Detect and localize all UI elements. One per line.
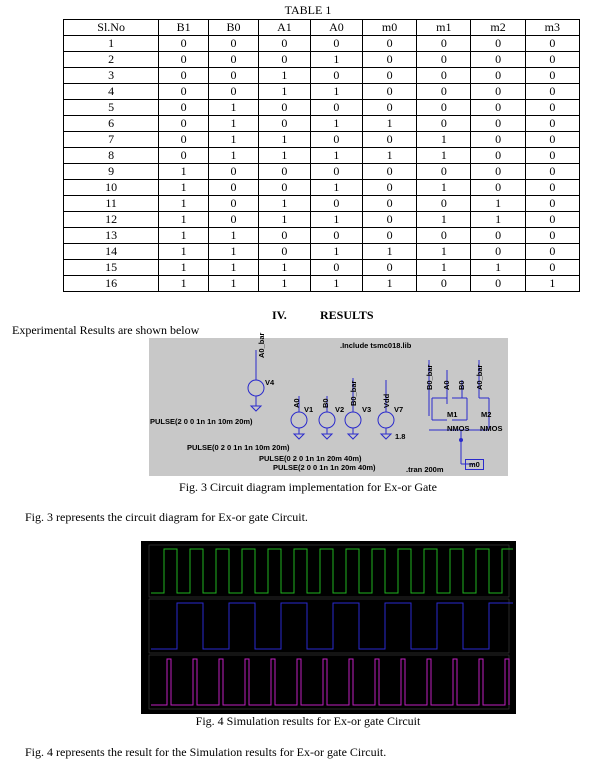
table-cell: 0 <box>471 100 525 116</box>
table-cell: 0 <box>362 68 416 84</box>
table-cell: 1 <box>159 180 209 196</box>
table-cell: 1 <box>159 260 209 276</box>
table-cell: 0 <box>417 196 471 212</box>
table-header-cell: A1 <box>258 20 310 36</box>
table-cell: 1 <box>525 276 579 292</box>
table-cell: 11 <box>64 196 159 212</box>
table-cell: 0 <box>525 164 579 180</box>
table-cell: 0 <box>159 100 209 116</box>
net-label-b0-2: B0 <box>457 380 466 390</box>
table-cell: 1 <box>417 148 471 164</box>
table-header-cell: A0 <box>310 20 362 36</box>
net-label-b0-bar-1: B0_bar <box>349 380 358 406</box>
net-label-a0-1: A0 <box>292 398 301 408</box>
table-cell: 1 <box>362 148 416 164</box>
table-cell: 0 <box>258 228 310 244</box>
table-cell: 0 <box>525 260 579 276</box>
table-cell: 1 <box>310 180 362 196</box>
net-label-vdd: Vdd <box>382 393 391 408</box>
table-cell: 4 <box>64 84 159 100</box>
table-cell: 0 <box>525 68 579 84</box>
vdd-value: 1.8 <box>395 432 406 441</box>
table-cell: 0 <box>209 68 259 84</box>
waveform-trace-2 <box>151 603 513 649</box>
table-cell: 1 <box>209 100 259 116</box>
table-cell: 1 <box>209 260 259 276</box>
table-cell: 0 <box>310 164 362 180</box>
transistor-m2: M2 <box>481 410 492 419</box>
source-v7: V7 <box>394 405 404 414</box>
table-row <box>64 36 580 52</box>
table-cell: 0 <box>362 212 416 228</box>
table-cell: 1 <box>159 164 209 180</box>
table-cell: 1 <box>362 116 416 132</box>
table-cell: 1 <box>362 244 416 260</box>
table-cell: 1 <box>209 276 259 292</box>
table-cell: 13 <box>64 228 159 244</box>
table-cell: 9 <box>64 164 159 180</box>
table-cell: 1 <box>159 276 209 292</box>
table-cell: 1 <box>471 212 525 228</box>
net-label-b0-bar-2: B0_bar <box>425 364 434 390</box>
table-cell: 0 <box>525 196 579 212</box>
section-number: IV. <box>272 308 287 322</box>
table-header-cell: m1 <box>417 20 471 36</box>
table-cell: 1 <box>417 212 471 228</box>
table-cell: 1 <box>417 260 471 276</box>
table-cell: 0 <box>417 68 471 84</box>
table-cell: 7 <box>64 132 159 148</box>
table-cell: 0 <box>258 164 310 180</box>
table-cell: 0 <box>362 132 416 148</box>
fig4-caption: Fig. 4 Simulation results for Ex-or gate Circuit <box>195 714 421 728</box>
table-cell: 0 <box>471 148 525 164</box>
table-cell: 1 <box>159 244 209 260</box>
table-cell: 3 <box>64 68 159 84</box>
net-label-a0-2: A0 <box>442 380 451 390</box>
table-row <box>64 148 580 164</box>
table-cell: 0 <box>471 244 525 260</box>
table-cell: 0 <box>159 148 209 164</box>
table-cell: 0 <box>209 164 259 180</box>
table-row <box>64 228 580 244</box>
table-cell: 0 <box>471 180 525 196</box>
table-cell: 0 <box>525 180 579 196</box>
table-row <box>64 276 580 292</box>
table-cell: 1 <box>417 180 471 196</box>
fig3-caption: Fig. 3 Circuit diagram implementation for Ex-or Gate <box>179 480 437 494</box>
table-cell: 0 <box>362 84 416 100</box>
table-cell: 0 <box>417 228 471 244</box>
simulation-plot <box>141 541 516 714</box>
table-cell: 0 <box>258 100 310 116</box>
table-cell: 0 <box>258 36 310 52</box>
pulse-source-3: PULSE(0 2 0 1n 1n 20m 40m) <box>259 454 362 463</box>
table-cell: 5 <box>64 100 159 116</box>
table-cell: 1 <box>258 212 310 228</box>
fig3-text: Fig. 3 represents the circuit diagram for Ex-or gate Circuit. <box>25 510 308 524</box>
table-cell: 0 <box>209 84 259 100</box>
table-cell: 0 <box>417 116 471 132</box>
table-cell: 1 <box>258 84 310 100</box>
table-cell: 0 <box>417 276 471 292</box>
table-cell: 0 <box>310 36 362 52</box>
table-cell: 14 <box>64 244 159 260</box>
table-cell: 0 <box>209 196 259 212</box>
table-cell: 1 <box>209 132 259 148</box>
transistor-m1: M1 <box>447 410 458 419</box>
pulse-source-2: PULSE(0 2 0 1n 1n 10m 20m) <box>187 443 290 452</box>
table-cell: 1 <box>258 132 310 148</box>
table-cell: 0 <box>159 68 209 84</box>
table-cell: 1 <box>209 228 259 244</box>
fig4-text: Fig. 4 represents the result for the Simulation results for Ex-or gate Circuit. <box>25 745 387 759</box>
table-cell: 0 <box>362 36 416 52</box>
table-cell: 0 <box>471 84 525 100</box>
waveform-trace-3 <box>151 659 509 705</box>
table-row <box>64 212 580 228</box>
table-cell: 0 <box>525 228 579 244</box>
table-cell: 1 <box>310 84 362 100</box>
table-cell: 1 <box>310 212 362 228</box>
table-cell: 1 <box>159 196 209 212</box>
table-cell: 0 <box>471 132 525 148</box>
table-cell: 0 <box>525 100 579 116</box>
include-directive: .Include tsmc018.lib <box>340 341 412 350</box>
table-row <box>64 180 580 196</box>
table-cell: 0 <box>417 164 471 180</box>
circuit-schematic <box>149 332 508 476</box>
table-cell: 1 <box>310 116 362 132</box>
table-cell: 0 <box>159 132 209 148</box>
table-cell: 10 <box>64 180 159 196</box>
table-cell: 1 <box>258 68 310 84</box>
table-cell: 0 <box>471 164 525 180</box>
table-cell: 0 <box>310 196 362 212</box>
table-header-cell: B0 <box>209 20 259 36</box>
nmos-label-1: NMOS <box>447 424 470 433</box>
table-row <box>64 116 580 132</box>
output-m0: m0 <box>465 459 484 470</box>
table-cell: 0 <box>209 180 259 196</box>
table-row <box>64 244 580 260</box>
table-cell: 2 <box>64 52 159 68</box>
table-cell: 0 <box>471 276 525 292</box>
table-cell: 0 <box>525 52 579 68</box>
table-row <box>64 260 580 276</box>
table-cell: 0 <box>362 196 416 212</box>
table-header-cell: m0 <box>362 20 416 36</box>
table-row <box>64 100 580 116</box>
table-cell: 8 <box>64 148 159 164</box>
table-cell: 0 <box>258 116 310 132</box>
table-cell: 1 <box>209 148 259 164</box>
plot-pane <box>149 655 509 709</box>
nmos-label-2: NMOS <box>480 424 503 433</box>
table-title: TABLE 1 <box>284 3 332 17</box>
table-cell: 0 <box>362 228 416 244</box>
table-cell: 1 <box>471 196 525 212</box>
table-cell: 0 <box>525 148 579 164</box>
table-row <box>64 132 580 148</box>
net-label-b0-1: B0 <box>321 398 330 408</box>
table-cell: 0 <box>258 52 310 68</box>
table-cell: 1 <box>258 260 310 276</box>
table-cell: 0 <box>525 212 579 228</box>
table-cell: 0 <box>417 36 471 52</box>
table-cell: 6 <box>64 116 159 132</box>
simulation-waveforms <box>141 541 516 714</box>
table-cell: 0 <box>310 100 362 116</box>
waveform-trace-1 <box>151 549 513 593</box>
table-row <box>64 164 580 180</box>
table-cell: 0 <box>471 52 525 68</box>
table-cell: 0 <box>417 84 471 100</box>
table-cell: 0 <box>525 132 579 148</box>
table-cell: 1 <box>159 212 209 228</box>
table-cell: 0 <box>159 36 209 52</box>
table-cell: 1 <box>310 244 362 260</box>
table-row <box>64 196 580 212</box>
table-cell: 0 <box>310 228 362 244</box>
table-cell: 0 <box>471 228 525 244</box>
table-cell: 1 <box>258 276 310 292</box>
table-cell: 1 <box>64 36 159 52</box>
table-cell: 0 <box>471 116 525 132</box>
table-cell: 1 <box>417 244 471 260</box>
table-header-cell: m3 <box>525 20 579 36</box>
table-cell: 0 <box>209 36 259 52</box>
table-cell: 1 <box>417 132 471 148</box>
table-cell: 0 <box>209 52 259 68</box>
table-cell: 1 <box>209 244 259 260</box>
truth-table <box>63 19 580 292</box>
table-cell: 0 <box>525 84 579 100</box>
table-cell: 1 <box>258 196 310 212</box>
table-cell: 0 <box>362 260 416 276</box>
tran-directive: .tran 200m <box>406 465 444 474</box>
table-cell: 0 <box>525 36 579 52</box>
table-cell: 0 <box>159 116 209 132</box>
table-cell: 0 <box>159 84 209 100</box>
table-cell: 0 <box>258 180 310 196</box>
source-v2: V2 <box>335 405 345 414</box>
table-cell: 1 <box>310 276 362 292</box>
table-cell: 1 <box>310 148 362 164</box>
table-row <box>64 84 580 100</box>
table-cell: 16 <box>64 276 159 292</box>
source-v1: V1 <box>304 405 314 414</box>
table-cell: 0 <box>417 100 471 116</box>
table-cell: 12 <box>64 212 159 228</box>
table-cell: 1 <box>159 228 209 244</box>
table-cell: 0 <box>525 244 579 260</box>
table-cell: 0 <box>362 164 416 180</box>
source-v3: V3 <box>362 405 372 414</box>
table-cell: 1 <box>471 260 525 276</box>
net-label-a0-bar-1: A0_bar <box>257 332 266 358</box>
table-cell: 0 <box>362 52 416 68</box>
table-header-cell: B1 <box>159 20 209 36</box>
table-cell: 0 <box>362 100 416 116</box>
table-row <box>64 52 580 68</box>
table-header-cell: Sl.No <box>64 20 159 36</box>
table-header-cell: m2 <box>471 20 525 36</box>
pulse-source-1: PULSE(2 0 0 1n 1n 10m 20m) <box>150 417 253 426</box>
table-cell: 0 <box>310 132 362 148</box>
pulse-source-4: PULSE(2 0 0 1n 1n 20m 40m) <box>273 463 376 472</box>
table-cell: 1 <box>258 148 310 164</box>
table-cell: 0 <box>471 36 525 52</box>
table-cell: 0 <box>310 260 362 276</box>
table-cell: 0 <box>362 180 416 196</box>
section-title: RESULTS <box>320 308 374 322</box>
table-cell: 0 <box>258 244 310 260</box>
table-cell: 0 <box>310 68 362 84</box>
intro-text: Experimental Results are shown below <box>12 323 200 337</box>
table-cell: 1 <box>209 116 259 132</box>
table-cell: 0 <box>159 52 209 68</box>
table-header-row <box>64 20 580 36</box>
net-label-a0-bar-2: A0_bar <box>475 364 484 390</box>
table-row <box>64 68 580 84</box>
table-cell: 0 <box>471 68 525 84</box>
table-cell: 0 <box>525 116 579 132</box>
table-cell: 15 <box>64 260 159 276</box>
source-v4: V4 <box>265 378 275 387</box>
table-cell: 0 <box>417 52 471 68</box>
table-cell: 0 <box>209 212 259 228</box>
table-cell: 1 <box>362 276 416 292</box>
table-cell: 1 <box>310 52 362 68</box>
